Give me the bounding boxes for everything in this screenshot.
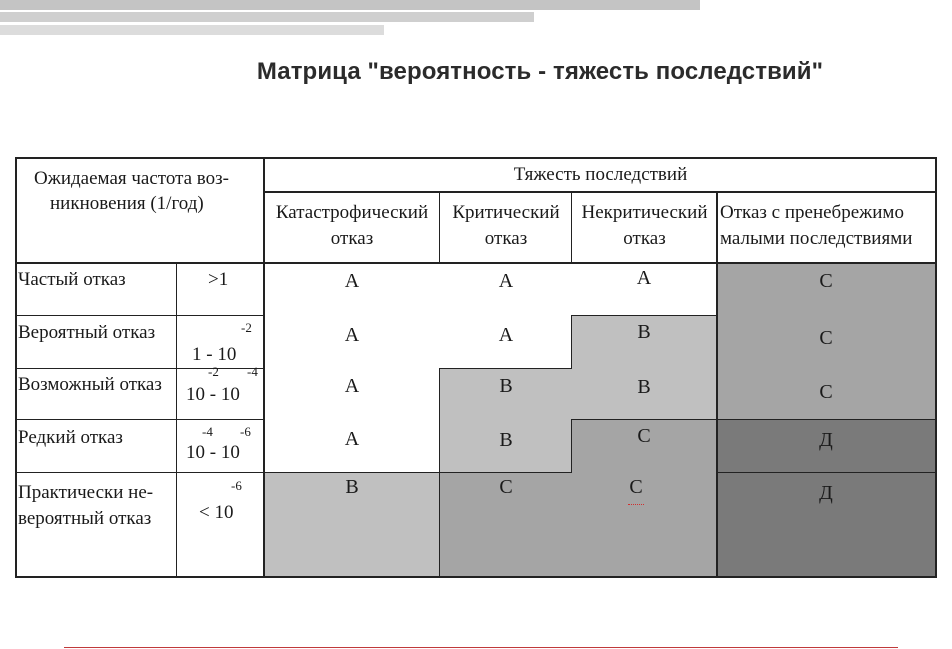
risk-class-r5-c3: С <box>629 476 643 498</box>
row-label-5-line1: Практически не- <box>18 482 154 503</box>
col-header-2-line1: Критический <box>452 202 560 223</box>
risk-class-r5-c2: С <box>499 476 513 498</box>
freq-value-5: < 10 <box>199 502 234 523</box>
row-label-2: Вероятный отказ <box>18 322 156 343</box>
risk-class-r4-c3: С <box>637 425 651 447</box>
row-label-1: Частый отказ <box>18 269 126 290</box>
page-title: Матрица "вероятность - тяжесть последствий" <box>256 58 824 85</box>
col-header-4-line1: Отказ с пренебрежимо <box>720 202 904 223</box>
border-top <box>15 157 937 159</box>
hline-left-r2 <box>15 368 265 369</box>
stair-v1 <box>571 315 572 369</box>
freq-exp-4b: -6 <box>240 424 251 439</box>
risk-class-r1-c1: А <box>344 270 360 292</box>
col-header-4-line2: малыми последствиями <box>720 228 913 249</box>
row-label-4: Редкий отказ <box>18 427 123 448</box>
hline-left-r4 <box>15 472 265 473</box>
header-divider <box>264 191 937 193</box>
freq-exp-3b: -4 <box>247 364 258 379</box>
risk-class-r3-c1: А <box>344 375 360 397</box>
row-label-5-line2: вероятный отказ <box>18 508 152 529</box>
freq-value-4: 10 - 10 <box>186 442 240 463</box>
hline-left-r1 <box>15 315 265 316</box>
spellcheck-underline <box>628 500 644 505</box>
hline-left-r3 <box>15 419 265 420</box>
footer-divider <box>64 647 898 648</box>
risk-class-r2-c2: А <box>498 324 514 346</box>
header-bottom <box>15 262 937 264</box>
col-header-2-line2: отказ <box>484 228 528 249</box>
col-header-3-line2: отказ <box>623 228 666 249</box>
risk-class-r5-c4: Д <box>819 482 833 504</box>
col-header-1-line2: отказ <box>330 228 374 249</box>
risk-class-r4-c1: А <box>344 428 360 450</box>
cell-r5-c23-bg <box>440 473 717 577</box>
risk-class-r2-c1: А <box>344 324 360 346</box>
col-header-1-line1: Катастрофический <box>275 202 429 223</box>
freq-value-3: 10 - 10 <box>186 384 240 405</box>
freq-value-2: 1 - 10 <box>192 344 237 365</box>
stair-r2 <box>440 368 572 369</box>
freq-exp-5: -6 <box>231 478 242 493</box>
risk-class-r3-c3: В <box>637 376 651 398</box>
risk-class-r1-c4: С <box>819 270 833 292</box>
risk-class-r4-c4: Д <box>819 429 833 451</box>
risk-class-r3-c4: С <box>819 381 833 403</box>
stair-r1 <box>572 315 717 316</box>
header-frequency-line1: Ожидаемая частота воз- <box>34 168 229 189</box>
col-header-3-line1: Некритический <box>581 202 708 223</box>
risk-class-r2-c3: В <box>637 321 651 343</box>
risk-class-r5-c1: В <box>345 476 359 498</box>
risk-class-r4-c2: В <box>499 429 513 451</box>
stair-v3 <box>571 419 572 473</box>
stair-r4 <box>264 472 572 473</box>
border-right <box>935 157 937 578</box>
header-frequency-line2: никновения (1/год) <box>50 193 204 214</box>
header-severity: Тяжесть последствий <box>513 164 688 185</box>
vline-freq <box>176 263 177 578</box>
risk-class-r3-c2: В <box>499 375 513 397</box>
risk-class-r2-c4: С <box>819 327 833 349</box>
stair-v2 <box>439 368 440 578</box>
freq-value-1: >1 <box>208 269 229 290</box>
stair-r3 <box>572 419 937 420</box>
row-label-3: Возможный отказ <box>18 374 162 395</box>
risk-class-r1-c2: А <box>498 270 514 292</box>
border-bottom <box>15 576 937 578</box>
freq-exp-2a: -2 <box>241 320 252 335</box>
risk-class-r1-c3: А <box>636 267 652 289</box>
stair-r4b <box>717 472 937 473</box>
freq-exp-3a: -2 <box>208 364 219 379</box>
freq-exp-4a: -4 <box>202 424 213 439</box>
